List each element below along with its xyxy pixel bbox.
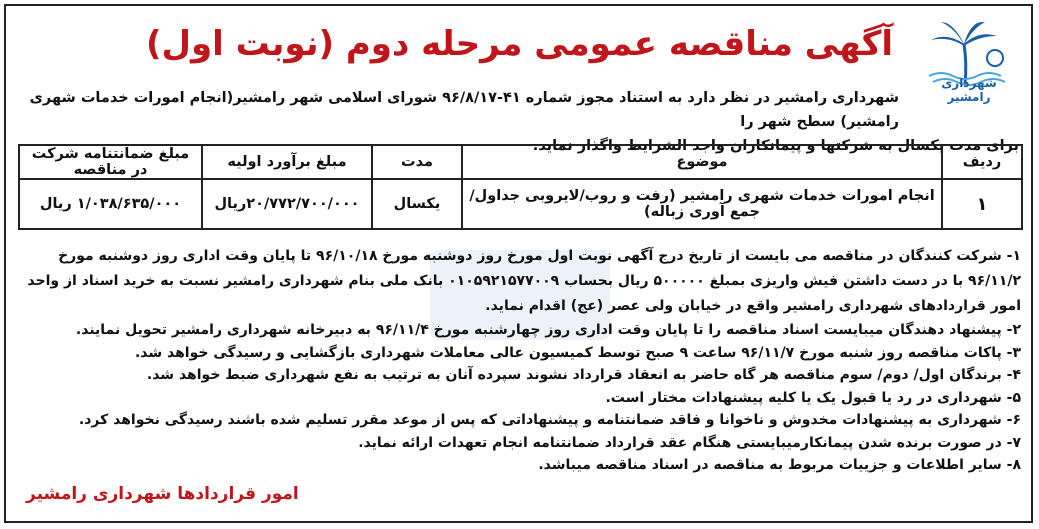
terms-list: [16, 244, 1021, 477]
term-item: ۱- شرکت کنندگان در مناقصه می بایست از تاریخ درج آگهی نوبت اول مورخ روز دوشنبه مورخ ۹۶/۱۰/۱۸ تا پایان وقت اداری روز دوشنبه مورخ ۹۶/۱۱/۲ با در دست داشتن فیش واریزی بمبلغ ۵۰۰۰۰۰ ریال بحساب ۰۱۰۵۹۲۱۵۷۷۰۰۹ بانک ملی بنام شهرداری رامشیر نسبت به خرید اسناد از واحد امور قراردادهای شهرداری رامشیر واقع در خیابان ولی عصر (عج) اقدام نماید.: [27, 248, 1021, 314]
header-duration: مدت: [372, 145, 462, 179]
logo-caption: شهرداری رامشیر: [941, 76, 997, 104]
term-item: ۴- برندگان اول/ دوم/ سوم مناقصه هر گاه حاضر به انعقاد قرارداد نشوند سپرده آنان به ترتیب به نفع شهرداری ضبط خواهد شد.: [146, 367, 1021, 383]
tender-table: [18, 144, 1023, 230]
term-item: ۳- پاکات مناقصه روز شنبه مورخ ۹۶/۱۱/۷ ساعت ۹ صبح توسط کمیسیون عالی معاملات شهرداری بازگشایی و رسیدگی خواهد شد.: [134, 344, 1021, 361]
term-item: ۷- در صورت برنده شدن پیمانکارمیبایستی هنگام عقد قرارداد ضمانتنامه انجام تعهدات ارائه نماید.: [358, 434, 1021, 451]
term-item: ۶- شهرداری به پیشنهادات مخدوش و ناخوانا و فاقد ضمانتنامه و پیشنهاداتی که پس از موعد مقرر تسلیم شده باشند رسیدگی نخواهد کرد.: [78, 412, 1021, 428]
cell-guarantee: ۱/۰۳۸/۶۳۵/۰۰۰ ریال: [19, 179, 202, 229]
term-item: ۸- سایر اطلاعات و جزییات مربوط به مناقصه در اسناد مناقصه میباشد.: [538, 457, 1021, 473]
cell-duration: یکسال: [372, 179, 462, 229]
term-item: ۲- پیشنهاد دهندگان میبایست اسناد مناقصه را تا پایان وقت اداری روز چهارشنبه مورخ ۹۶/۱۱/۴ به دبیرخانه شهرداری رامشیر تحویل نمایند.: [75, 322, 1021, 338]
notice-title: آگهی مناقصه عمومی مرحله دوم (نوبت اول): [145, 24, 894, 64]
header-row-no: ردیف: [942, 145, 1022, 179]
cell-row-no: ۱: [942, 179, 1022, 229]
cell-estimate: ۲۰/۷۷۲/۷۰۰/۰۰۰ریال: [202, 179, 372, 229]
header-estimate: مبلغ برآورد اولیه: [202, 145, 372, 179]
header-subject: موضوع: [462, 145, 942, 179]
intro-line-1: شهرداری رامشیر در نظر دارد به استناد مجوز شماره ۴۱-۹۶/۸/۱۷ شورای اسلامی شهر رامشیر(انجام امورات خدمات شهری رامشیر) سطح شهر را: [29, 90, 899, 130]
table-header-row: [19, 145, 1022, 179]
cell-subject: انجام امورات خدمات شهری رامشیر (رفت و روب/لایروبی جداول/جمع آوری زباله): [462, 179, 942, 229]
term-item: ۵- شهرداری در رد یا قبول یک یا کلیه پیشنهادات مختار است.: [605, 389, 1021, 406]
table-row: [19, 179, 1022, 229]
department-signature: امور قراردادها شهرداری رامشیر: [26, 484, 299, 504]
header-guarantee: مبلغ ضمانتنامه شرکت در مناقصه: [19, 145, 202, 179]
intro-line-2: برای مدت یکسال به شرکتها و پیمانکاران واجد الشرایط واگذار نماید.: [532, 138, 1019, 154]
